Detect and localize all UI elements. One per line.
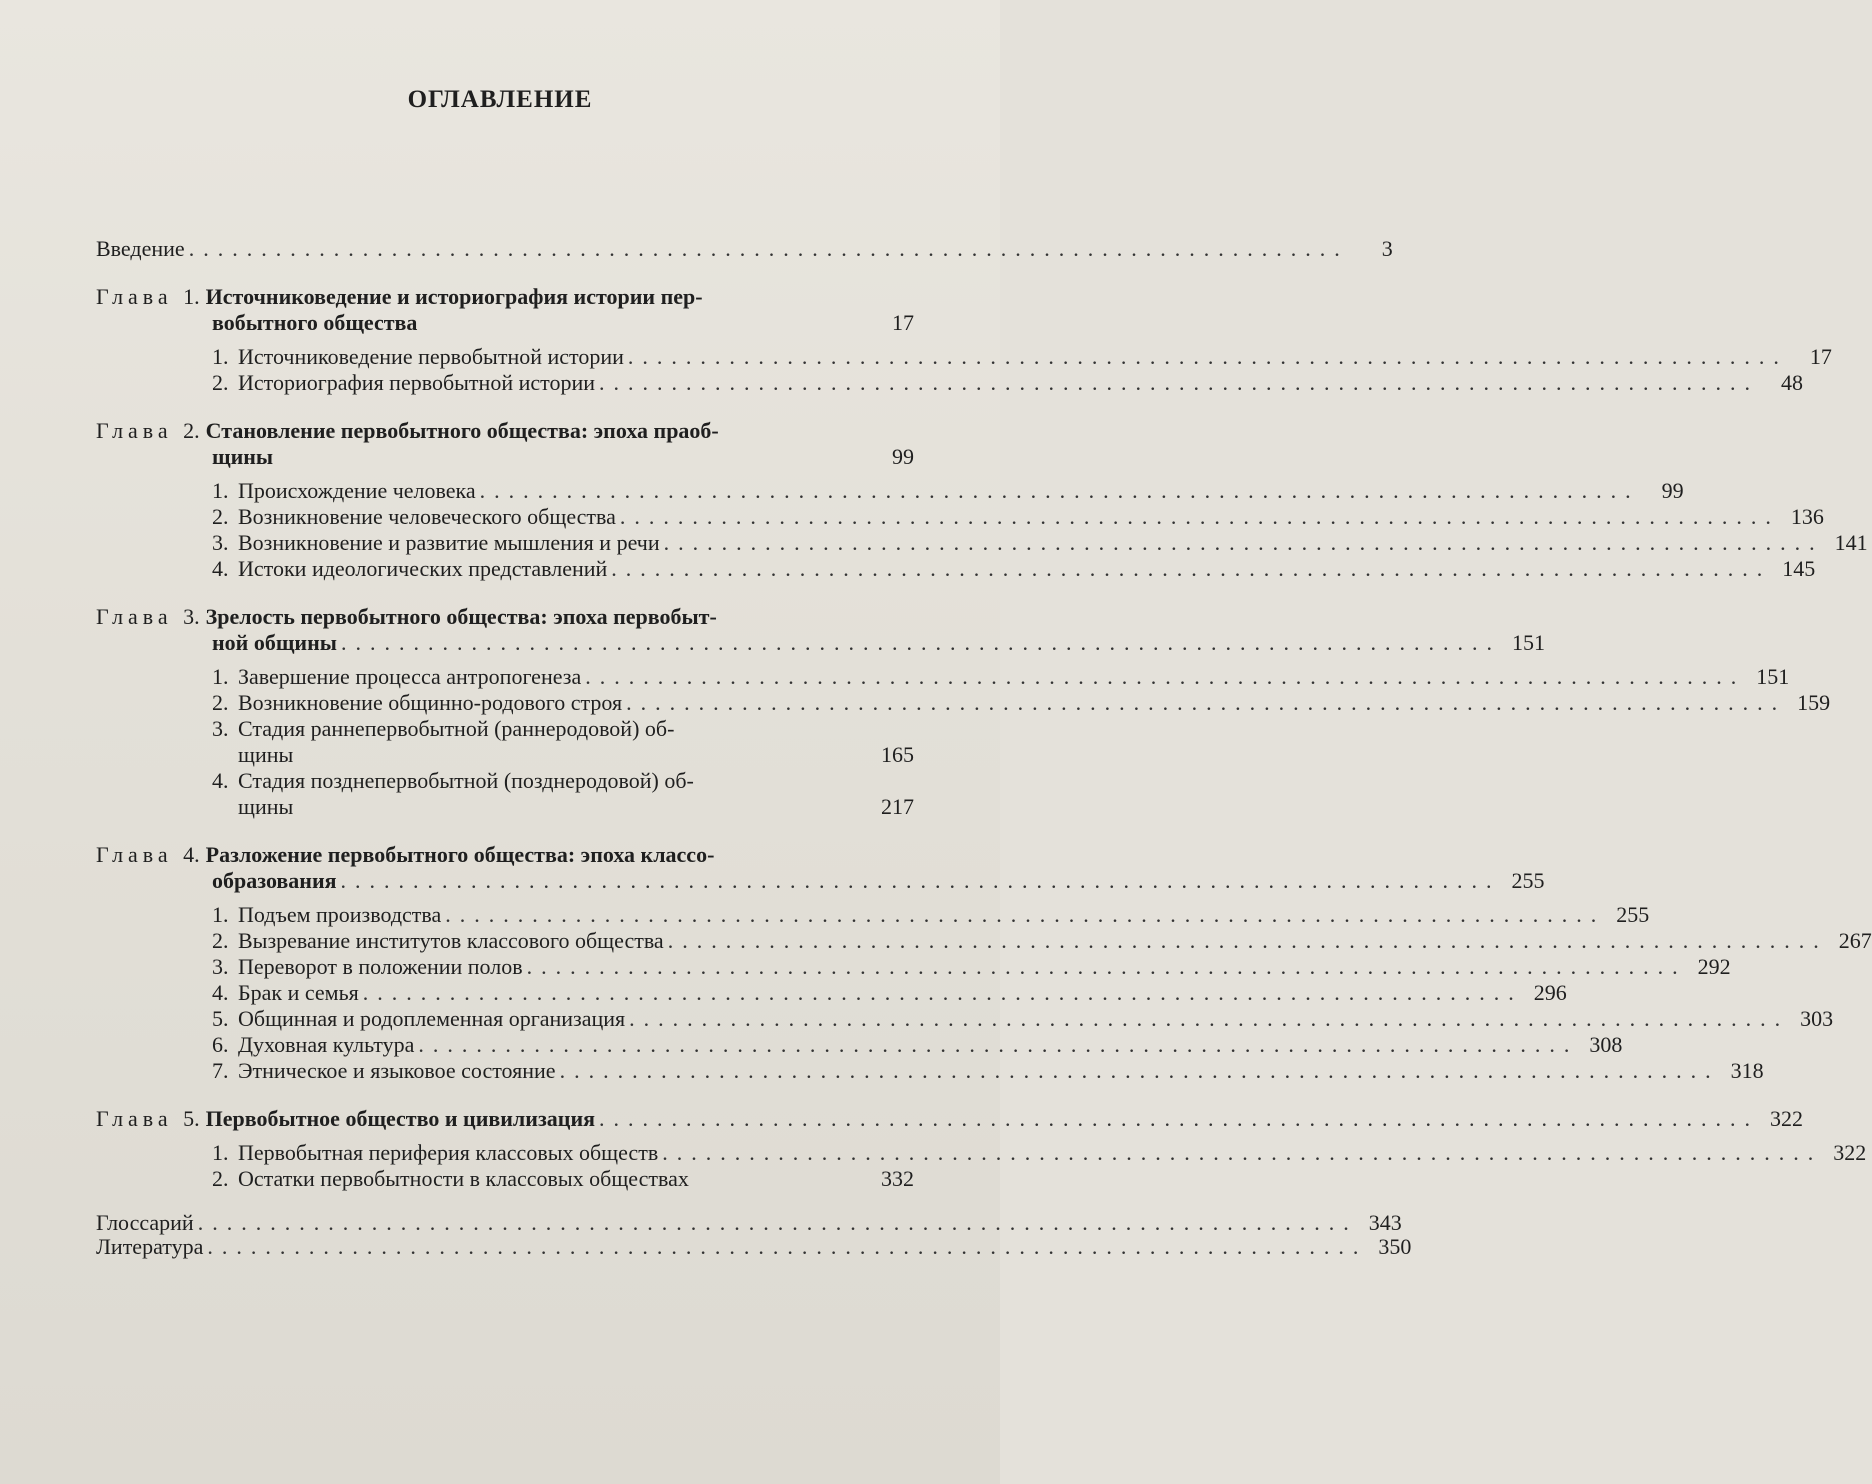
dot-leader: ................................................................................	[340, 868, 1501, 893]
toc-section-label: 1. Завершение процесса антропогенеза	[212, 664, 582, 689]
dot-leader: ................................................................................	[599, 370, 1760, 395]
toc-section-label-cont: щины	[238, 742, 294, 767]
toc-section-label: 7. Этническое и языковое состояние	[212, 1058, 556, 1083]
toc-section-label: 4. Стадия позднепервобытной (позднеродовой) об-	[212, 768, 694, 793]
toc-entry-literature	[96, 1234, 1412, 1260]
chapter-title: Первобытное общество и цивилизация	[205, 1106, 596, 1131]
dot-leader: ................................................................................	[611, 556, 1772, 581]
dot-leader: ................................................................................	[626, 690, 1787, 715]
dot-leader: ................................................................................	[662, 1140, 1823, 1165]
chapter-heading	[96, 604, 914, 630]
toc-section	[96, 1140, 1867, 1166]
toc-entry-label: Литература	[96, 1234, 204, 1259]
chapter-title: Становление первобытного общества: эпоха праоб-	[205, 418, 719, 443]
chapter-heading	[96, 842, 914, 868]
chapter-title: Разложение первобытного общества: эпоха классо-	[205, 842, 715, 867]
dot-leader: ................................................................................	[627, 344, 1788, 369]
toc-page-number: 145	[1782, 556, 1816, 581]
section-list	[96, 478, 1868, 582]
toc-section-label: 2. Остатки первобытности в классовых обществах	[212, 1166, 689, 1191]
toc-page-number: 136	[1790, 504, 1824, 529]
toc-page-number: 141	[1834, 530, 1868, 555]
dot-leader: ................................................................................	[188, 236, 1349, 261]
toc-section-label: 6. Духовная культура	[212, 1032, 415, 1057]
toc-section-label: 2. Возникновение человеческого общества	[212, 504, 616, 529]
toc-page-number: 318	[1730, 1058, 1764, 1083]
dot-leader: ................................................................................	[445, 902, 1606, 927]
toc-section-label: 3. Возникновение и развитие мышления и речи	[212, 530, 660, 555]
toc-section-label: 2. Вызревание институтов классового общества	[212, 928, 664, 953]
chapter-title-cont: щины	[212, 444, 274, 469]
chapter-prefix: Глава 1.	[96, 284, 200, 309]
toc-page-number: 255	[1616, 902, 1650, 927]
toc-page-number: 159	[1797, 690, 1831, 715]
toc-section	[96, 556, 1816, 582]
toc-section	[96, 1058, 1764, 1084]
dot-leader: ................................................................................	[667, 928, 1828, 953]
toc-entry-glossary	[96, 1210, 1402, 1236]
dot-leader: ................................................................................	[599, 1106, 1760, 1131]
chapter-heading-cont	[96, 868, 1545, 894]
toc-section	[96, 530, 1868, 556]
chapter-prefix: Глава 3.	[96, 604, 200, 629]
toc-section	[96, 716, 914, 742]
toc-page-number: 322	[1770, 1106, 1804, 1131]
toc-section	[96, 980, 1567, 1006]
spacer	[693, 1166, 870, 1192]
toc-page-number: 3	[1381, 236, 1393, 261]
dot-leader: ................................................................................	[197, 1210, 1358, 1235]
toc-page-number: 303	[1800, 1006, 1834, 1031]
chapter-title: Зрелость первобытного общества: эпоха первобыт-	[205, 604, 717, 629]
toc-section-cont	[96, 742, 914, 768]
chapter-heading	[96, 418, 914, 444]
toc-section-label: 1. Источниковедение первобытной истории	[212, 344, 624, 369]
section-list	[96, 344, 1832, 396]
dot-leader: ................................................................................	[479, 478, 1640, 503]
toc-section	[96, 768, 914, 794]
chapter-1	[96, 284, 1832, 396]
toc-section	[96, 954, 1731, 980]
toc-entry-intro	[96, 236, 1393, 262]
toc-section	[96, 370, 1804, 396]
dot-leader: ................................................................................	[663, 530, 1824, 555]
section-list	[96, 1140, 1867, 1192]
toc-page-number: 151	[1756, 664, 1790, 689]
toc-section-label: 4. Брак и семья	[212, 980, 359, 1005]
toc-section-label: 2. Возникновение общинно-родового строя	[212, 690, 623, 715]
toc-section	[96, 504, 1824, 530]
toc-page-number: 217	[881, 794, 914, 819]
toc-section	[96, 928, 1872, 954]
toc-entry-label: Глоссарий	[96, 1210, 194, 1235]
chapter-heading-cont	[96, 630, 1545, 656]
toc-section	[96, 478, 1684, 504]
toc-page-number: 255	[1511, 868, 1545, 893]
toc-page-number: 48	[1781, 370, 1804, 395]
toc-section	[96, 902, 1650, 928]
page-title: ОГЛАВЛЕНИЕ	[407, 86, 593, 113]
toc-section-label-cont: щины	[238, 794, 294, 819]
toc-section-label: 4. Истоки идеологических представлений	[212, 556, 608, 581]
chapter-3	[96, 604, 1831, 820]
chapter-5	[96, 1106, 1867, 1192]
table-of-contents	[96, 232, 1872, 1260]
toc-page-number: 99	[1661, 478, 1684, 503]
toc-page-number: 267	[1838, 928, 1872, 953]
spacer	[297, 794, 870, 820]
dot-leader: ................................................................................	[559, 1058, 1720, 1083]
section-list	[96, 664, 1831, 820]
chapter-prefix: Глава 2.	[96, 418, 200, 443]
toc-page-number: 17	[1809, 344, 1832, 369]
toc-page-number: 99	[892, 444, 914, 469]
dot-leader: ................................................................................	[585, 664, 1746, 689]
toc-section-label: 3. Переворот в положении полов	[212, 954, 523, 979]
chapter-prefix: Глава 4.	[96, 842, 200, 867]
dot-leader: ................................................................................	[619, 504, 1780, 529]
chapter-2	[96, 418, 1868, 582]
spacer	[297, 742, 870, 768]
spacer	[421, 310, 870, 336]
toc-section	[96, 1032, 1623, 1058]
toc-page-number: 292	[1697, 954, 1731, 979]
toc-page-number: 17	[892, 310, 914, 335]
toc-page-number: 308	[1589, 1032, 1623, 1057]
toc-section-label: 1. Происхождение человека	[212, 478, 476, 503]
toc-section-cont	[96, 794, 914, 820]
toc-section	[96, 690, 1831, 716]
toc-section-label: 2. Историография первобытной истории	[212, 370, 596, 395]
chapter-title-cont: вобытного общества	[212, 310, 418, 335]
toc-page-number: 151	[1511, 630, 1545, 655]
dot-leader: ................................................................................	[340, 630, 1501, 655]
end-matter	[96, 1210, 1412, 1260]
chapter-4	[96, 842, 1872, 1084]
toc-page-number: 165	[881, 742, 914, 767]
chapter-title: Источниковедение и историография истории пер-	[205, 284, 703, 309]
chapter-title-cont: ной общины	[212, 630, 337, 655]
chapter-heading	[96, 284, 914, 310]
toc-page-number: 332	[881, 1166, 914, 1191]
toc-page-number: 322	[1833, 1140, 1867, 1165]
dot-leader: ................................................................................	[418, 1032, 1579, 1057]
toc-section-label: 1. Подъем производства	[212, 902, 442, 927]
chapter-heading-cont	[96, 310, 914, 336]
toc-section-label: 3. Стадия раннепервобытной (раннеродовой) об-	[212, 716, 675, 741]
chapter-title-cont: образования	[212, 868, 337, 893]
spacer	[277, 444, 870, 470]
toc-page-number: 350	[1378, 1234, 1412, 1259]
toc-section	[96, 664, 1790, 690]
toc-section	[96, 344, 1832, 370]
dot-leader: ................................................................................	[362, 980, 1523, 1005]
chapter-prefix: Глава 5.	[96, 1106, 200, 1131]
toc-section-label: 5. Общинная и родоплеменная организация	[212, 1006, 626, 1031]
toc-page-number: 343	[1368, 1210, 1402, 1235]
toc-section-label: 1. Первобытная периферия классовых обществ	[212, 1140, 659, 1165]
dot-leader: ................................................................................	[526, 954, 1687, 979]
toc-section	[96, 1006, 1834, 1032]
dot-leader: ................................................................................	[629, 1006, 1790, 1031]
section-list	[96, 902, 1872, 1084]
chapter-heading-cont	[96, 444, 914, 470]
toc-entry-label: Введение	[96, 236, 185, 261]
toc-page-number: 296	[1533, 980, 1567, 1005]
toc-section	[96, 1166, 914, 1192]
dot-leader: ................................................................................	[207, 1234, 1368, 1259]
chapter-heading	[96, 1106, 1804, 1132]
